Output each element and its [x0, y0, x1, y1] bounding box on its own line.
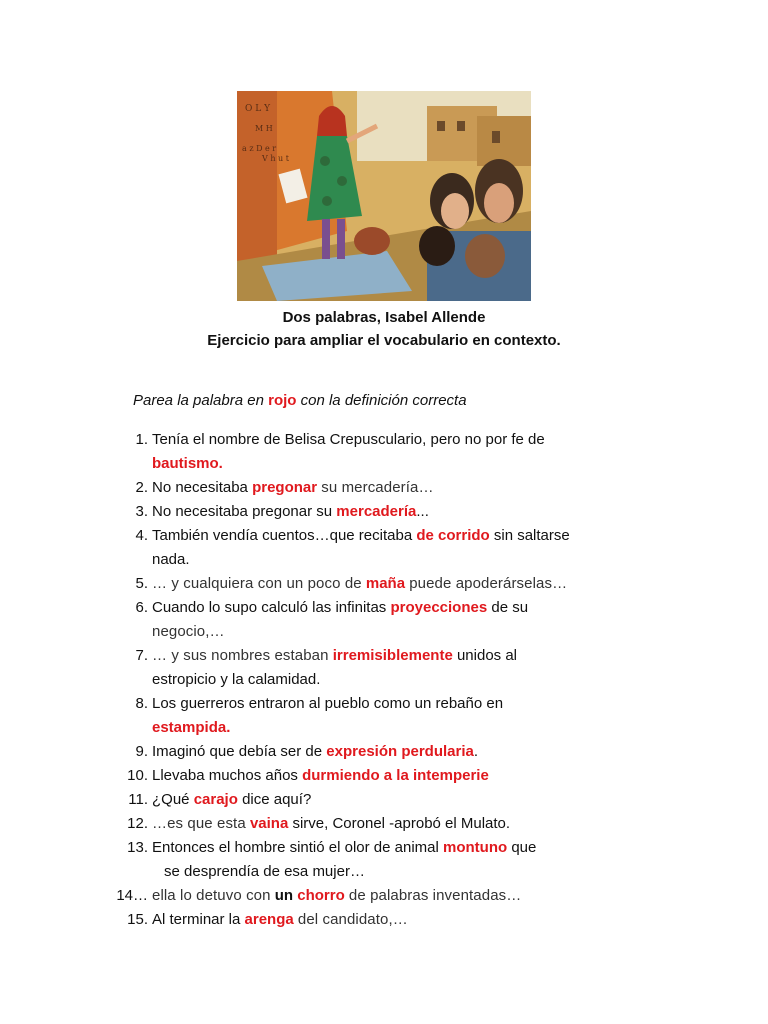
item-number: 5.	[135, 575, 148, 592]
list-item	[110, 572, 710, 596]
item-keyword: durmiendo a la intemperie	[302, 767, 489, 784]
svg-text:M H: M H	[255, 124, 273, 133]
svg-text:O L Y: O L Y	[245, 104, 271, 114]
item-text: No necesitaba	[152, 479, 248, 496]
instruction-after: con la definición correcta	[300, 392, 467, 409]
item-text-after: puede apoderárselas…	[409, 575, 568, 592]
item-keyword: proyecciones	[390, 599, 488, 616]
list-item	[110, 476, 710, 500]
list-item	[110, 692, 710, 740]
list-item	[110, 644, 710, 692]
list-item	[110, 596, 710, 644]
item-text: Al terminar la	[152, 911, 241, 928]
item-keyword: expresión perdularia	[326, 743, 474, 760]
item-text-after: del candidato,…	[297, 911, 408, 928]
item-keyword: montuno	[443, 839, 508, 856]
item-keyword: de corrido	[416, 527, 490, 544]
item-text: …es que esta	[152, 815, 246, 832]
list-item	[110, 500, 710, 524]
item-text-after: .	[473, 743, 479, 760]
storyteller-painting-image	[237, 91, 531, 301]
item-text: No necesitaba pregonar su	[152, 503, 333, 520]
item-number: 4.	[135, 527, 148, 544]
item-number: 13.	[127, 839, 148, 856]
page-subtitle: Ejercicio para ampliar el vocabulario en contexto.	[207, 332, 561, 349]
list-item	[110, 788, 710, 812]
instruction-before: Parea la palabra en	[133, 392, 264, 409]
item-keyword: mercadería	[336, 503, 417, 520]
list-item	[110, 524, 710, 572]
item-text-after: unidos al	[456, 647, 518, 664]
item-number: 15.	[127, 911, 148, 928]
item-text: Cuando lo supo calculó las infinitas	[152, 599, 387, 616]
item-text-after: de palabras inventadas…	[348, 887, 522, 904]
page-title: Dos palabras, Isabel Allende	[282, 309, 486, 326]
item-bold-text: un	[274, 887, 294, 904]
item-text-after: ...	[416, 503, 429, 520]
list-item	[110, 740, 710, 764]
item-keyword: chorro	[297, 887, 345, 904]
item-number: 6.	[135, 599, 148, 616]
item-keyword: estampida.	[152, 719, 231, 736]
instruction-text	[133, 391, 467, 411]
svg-text:a z D e r: a z D e r	[242, 144, 277, 153]
item-continuation: estropicio y la calamidad.	[152, 671, 321, 688]
item-keyword: bautismo.	[152, 455, 223, 472]
item-text-after: que	[511, 839, 537, 856]
list-item	[110, 908, 710, 932]
instruction-keyword: rojo	[268, 392, 297, 409]
item-text: Entonces el hombre sintió el olor de animal	[152, 839, 439, 856]
item-keyword: arenga	[244, 911, 294, 928]
item-text-after: sirve, Coronel -aprobó el Mulato.	[292, 815, 511, 832]
item-number: 3.	[135, 503, 148, 520]
item-text: También vendía cuentos…que recitaba	[152, 527, 413, 544]
item-continuation: se desprendía de esa mujer…	[164, 863, 365, 880]
item-keyword: maña	[365, 575, 406, 592]
item-continuation: nada.	[152, 551, 190, 568]
svg-text:V h u t: V h u t	[262, 154, 289, 163]
item-text: … y sus nombres estaban	[152, 647, 329, 664]
item-keyword: carajo	[193, 791, 238, 808]
item-number: 11.	[128, 791, 148, 808]
item-text-after: sin saltarse	[493, 527, 570, 544]
item-number: 9.	[135, 743, 148, 760]
item-text: Imaginó que debía ser de	[152, 743, 323, 760]
item-number: 1.	[135, 431, 148, 448]
list-item	[110, 428, 710, 476]
item-text: Los guerreros entraron al pueblo como un rebaño en	[152, 695, 504, 712]
item-text: Llevaba muchos años	[152, 767, 298, 784]
item-keyword: pregonar	[252, 479, 318, 496]
list-item	[110, 836, 710, 884]
item-text: ella lo detuvo con	[152, 887, 271, 904]
title-block	[0, 306, 768, 352]
list-item	[110, 812, 710, 836]
item-text-after: dice aquí?	[242, 791, 312, 808]
item-text-after: de su	[491, 599, 529, 616]
item-keyword: irremisiblemente	[332, 647, 453, 664]
item-number: 14…	[116, 887, 148, 904]
item-number: 10.	[127, 767, 148, 784]
item-number: 12.	[127, 815, 148, 832]
item-number: 8.	[135, 695, 148, 712]
item-continuation: negocio,…	[152, 623, 225, 640]
item-number: 2.	[135, 479, 148, 496]
item-text-after: su mercadería…	[321, 479, 434, 496]
item-number: 7.	[135, 647, 148, 664]
item-text: ¿Qué	[152, 791, 190, 808]
vocabulary-list	[110, 428, 710, 932]
item-text: … y cualquiera con un poco de	[152, 575, 362, 592]
item-keyword: vaina	[249, 815, 289, 832]
item-text: Tenía el nombre de Belisa Crepusculario, pero no por fe de	[152, 431, 545, 448]
list-item	[110, 884, 710, 908]
list-item	[110, 764, 710, 788]
